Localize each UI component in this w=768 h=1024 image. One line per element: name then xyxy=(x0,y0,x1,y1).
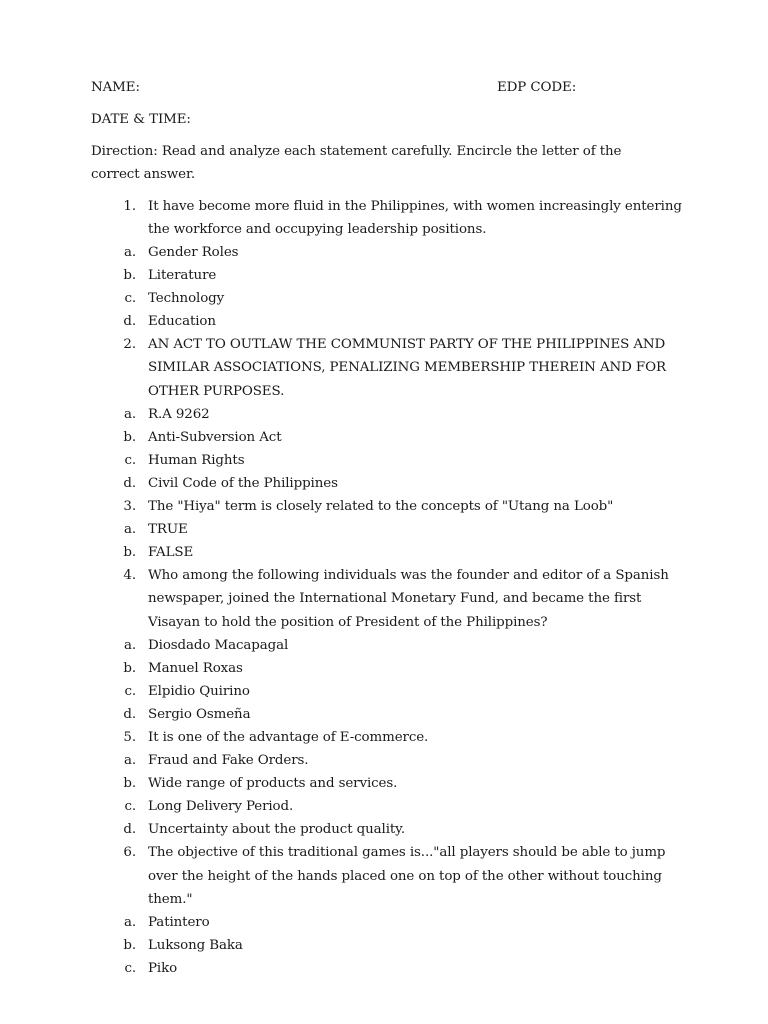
choice-text: Civil Code of the Philippines xyxy=(148,475,338,491)
marker-label: b. xyxy=(123,268,136,284)
answer-choice xyxy=(91,287,691,310)
question-item xyxy=(91,195,691,241)
question-text: Who among the following individuals was the founder and editor of a Spanish newspaper, joined the International Monetary Fund, and became the first Visayan to hold the position of President of the Philippines? xyxy=(148,568,669,630)
question-number xyxy=(91,495,136,518)
choice-letter xyxy=(91,911,136,934)
choice-letter xyxy=(91,703,136,726)
answer-choice xyxy=(91,911,691,934)
answer-choice xyxy=(91,634,691,657)
choice-letter xyxy=(91,957,136,980)
question-text: It have become more fluid in the Philippines, with women increasingly entering the workforce and occupying leadership positions. xyxy=(148,198,682,237)
marker-label: c. xyxy=(124,683,136,699)
choice-text: Patintero xyxy=(148,914,210,930)
answer-choice xyxy=(91,934,691,957)
question-item xyxy=(91,726,691,749)
marker-label: b. xyxy=(123,937,136,953)
choice-text: Anti-Subversion Act xyxy=(148,429,282,445)
choice-text: FALSE xyxy=(148,545,194,561)
choice-letter xyxy=(91,241,136,264)
choice-text: TRUE xyxy=(148,522,188,538)
choice-text: Human Rights xyxy=(148,452,245,468)
answer-choice xyxy=(91,426,691,449)
marker-label: b. xyxy=(123,545,136,561)
marker-label: c. xyxy=(124,291,136,307)
marker-label: d. xyxy=(123,706,136,722)
question-number xyxy=(91,564,136,633)
marker-label: 5. xyxy=(123,729,136,745)
marker-label: d. xyxy=(123,314,136,330)
answer-choice xyxy=(91,795,691,818)
answer-choice xyxy=(91,472,691,495)
marker-label: a. xyxy=(123,245,136,260)
choice-text: Gender Roles xyxy=(148,245,239,260)
edp-code-label: EDP CODE: xyxy=(497,80,577,95)
question-item xyxy=(91,564,691,633)
choice-letter xyxy=(91,934,136,957)
choice-text: Elpidio Quirino xyxy=(148,683,250,699)
choice-letter xyxy=(91,403,136,426)
marker-label: b. xyxy=(123,776,136,792)
marker-label: c. xyxy=(124,960,136,976)
marker-label: a. xyxy=(123,637,136,653)
marker-label: c. xyxy=(124,452,136,468)
choice-letter xyxy=(91,657,136,680)
answer-choice xyxy=(91,241,691,264)
choice-text: Manuel Roxas xyxy=(148,660,243,676)
choice-letter xyxy=(91,749,136,772)
answer-choice xyxy=(91,541,691,564)
marker-label: a. xyxy=(123,406,136,422)
question-number xyxy=(91,841,136,910)
header-row xyxy=(91,76,691,99)
choice-text: Technology xyxy=(148,291,225,307)
choice-text: Long Delivery Period. xyxy=(148,799,294,815)
choice-letter xyxy=(91,795,136,818)
choice-letter xyxy=(91,426,136,449)
answer-choice xyxy=(91,772,691,795)
choice-text: Luksong Baka xyxy=(148,937,243,953)
choice-text: Literature xyxy=(148,268,217,284)
marker-label: 4. xyxy=(123,568,136,584)
direction-text: Direction: Read and analyze each statement carefully. Encircle the letter of the correct answer. xyxy=(91,144,622,183)
marker-label: d. xyxy=(123,822,136,838)
question-text: It is one of the advantage of E-commerce. xyxy=(148,729,429,745)
choice-text: Diosdado Macapagal xyxy=(148,637,289,653)
marker-label: a. xyxy=(123,522,136,538)
marker-label: c. xyxy=(124,799,136,815)
question-text: The objective of this traditional games is..."all players should be able to jump over the height of the hands placed one on top of the other without touching them." xyxy=(148,845,666,907)
question-item xyxy=(91,841,691,910)
answer-choice xyxy=(91,264,691,287)
datetime-row xyxy=(91,108,691,131)
question-item xyxy=(91,333,691,402)
answer-choice xyxy=(91,680,691,703)
marker-label: b. xyxy=(123,660,136,676)
choice-text: Education xyxy=(148,314,216,330)
question-number xyxy=(91,726,136,749)
choice-text: Uncertainty about the product quality. xyxy=(148,822,406,838)
marker-label: 3. xyxy=(123,499,136,515)
marker-label: 2. xyxy=(123,337,136,353)
marker-label: 1. xyxy=(123,198,136,214)
answer-choice xyxy=(91,957,691,980)
choice-text: Wide range of products and services. xyxy=(148,776,398,792)
marker-label: 6. xyxy=(123,845,136,861)
answer-choice xyxy=(91,310,691,333)
question-item xyxy=(91,495,691,518)
choice-letter xyxy=(91,264,136,287)
question-text: The "Hiya" term is closely related to the concepts of "Utang na Loob" xyxy=(148,499,614,515)
answer-choice xyxy=(91,749,691,772)
choice-text: Piko xyxy=(148,960,178,976)
marker-label: b. xyxy=(123,429,136,445)
question-list xyxy=(91,195,691,980)
choice-text: Sergio Osmeña xyxy=(148,706,251,722)
choice-letter xyxy=(91,818,136,841)
datetime-label: DATE & TIME: xyxy=(91,112,191,127)
choice-letter xyxy=(91,287,136,310)
choice-letter xyxy=(91,310,136,333)
question-text: AN ACT TO OUTLAW THE COMMUNIST PARTY OF THE PHILIPPINES AND SIMILAR ASSOCIATIONS, PENALIZING MEMBERSHIP THEREIN AND FOR OTHER PURPOSES. xyxy=(148,337,666,399)
marker-label: a. xyxy=(123,753,136,769)
marker-label: a. xyxy=(123,914,136,930)
marker-label: d. xyxy=(123,475,136,491)
choice-letter xyxy=(91,772,136,795)
choice-text: R.A 9262 xyxy=(148,406,210,422)
question-number xyxy=(91,195,136,241)
choice-letter xyxy=(91,472,136,495)
choice-letter xyxy=(91,541,136,564)
quiz-document xyxy=(91,76,691,980)
answer-choice xyxy=(91,518,691,541)
answer-choice xyxy=(91,449,691,472)
answer-choice xyxy=(91,703,691,726)
choice-letter xyxy=(91,634,136,657)
name-label: NAME: xyxy=(91,80,140,95)
question-number xyxy=(91,333,136,402)
choice-letter xyxy=(91,680,136,703)
answer-choice xyxy=(91,403,691,426)
answer-choice xyxy=(91,818,691,841)
choice-letter xyxy=(91,518,136,541)
choice-text: Fraud and Fake Orders. xyxy=(148,753,309,769)
answer-choice xyxy=(91,657,691,680)
choice-letter xyxy=(91,449,136,472)
